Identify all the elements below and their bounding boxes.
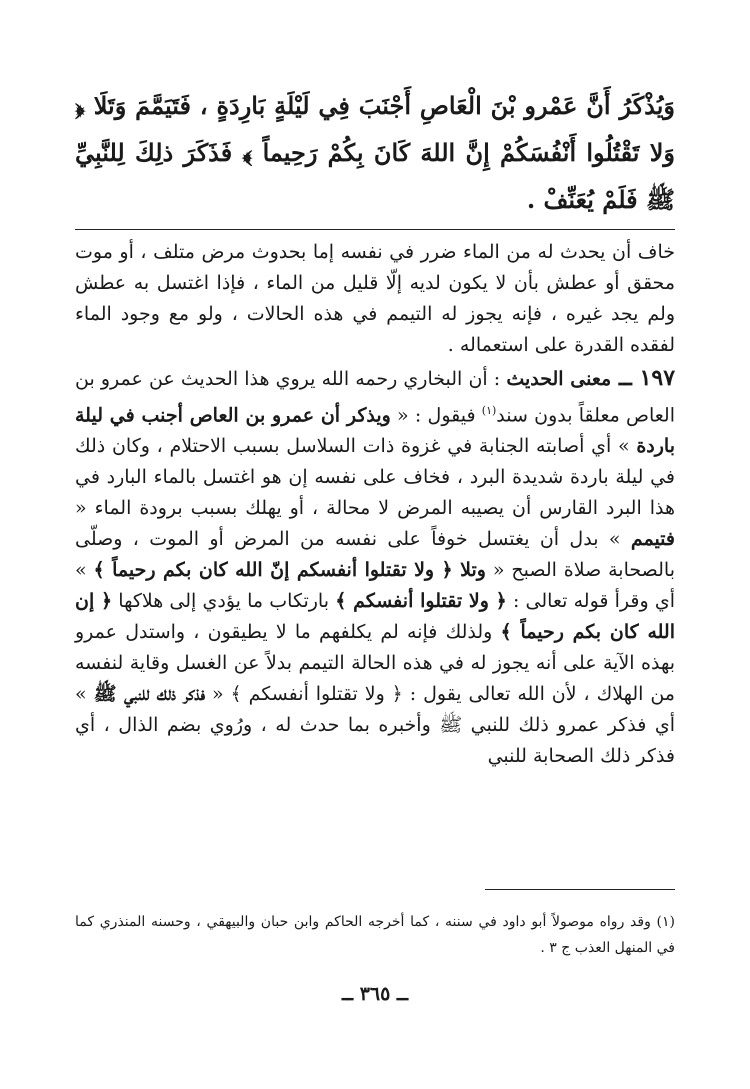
commentary-paragraph — [75, 363, 675, 772]
quote-1: ويذكر أن عمرو بن العاص أجنب في ليلة باردة — [75, 404, 675, 458]
commentary-text-3: » أي أصابته الجنابة في غزوة ذات السلاسل بسبب الاحتلام ، وكان ذلك في ليلة باردة شديدة البرد ، فخاف على نفسه إن هو اغتسل بالماء البارد في هذا البرد القارس أن يصيبه المرض لا محالة ، أو يهلك بسبب برودة الماء « — [75, 435, 675, 520]
page-number: ــ ٣٦٥ ــ — [341, 983, 409, 1005]
intro-paragraph: خاف أن يحدث له من الماء ضرر في نفسه إما بحدوث مرض متلف ، أو موت محقق أو عطش بأن لا يكون لديه إلّا قليل من الماء ، فإذا اغتسل به عطش ولم يجد غيره ، فإنه يجوز له التيمم في هذه الحالات ، ولو مع وجود الماء لفقده القدرة على استعماله . — [75, 241, 675, 356]
explanation-body — [75, 237, 675, 772]
commentary-text-4: » بدل أن يغتسل خوفاً على نفسه من المرض أو الموت ، وصلّى بالصحابة صلاة الصبح « — [75, 528, 675, 582]
number-dash: ــ — [611, 365, 640, 391]
quote-5: ﴿ إن الله كان بكم رحيماً ﴾ — [75, 590, 676, 644]
section-divider — [75, 229, 675, 230]
footnote-reference: (١) — [481, 404, 497, 417]
hadith-number: ١٩٧ — [639, 365, 676, 391]
hadith-text: وَيُذْكَرُ أَنَّ عَمْرو بْنَ الْعَاصِ أَجْنَبَ فِي لَيْلَةٍ بَارِدَةٍ ، فَتَيَمَّمَ وَتَلَا ﴿ وَلا تَقْتُلُوا أَنْفُسَكُمْ إِنَّ اللهَ كَانَ بِكُمْ رَحِيماً ﴾ فَذَكَرَ ذلِكَ لِلنَّبِيِّ ﷺ فَلَمْ يُعَنِّفْ . — [75, 91, 675, 214]
quote-3: وتلا ﴿ ولا تقتلوا أنفسكم إنّ الله كان بكم رحيماً ﴾ — [93, 559, 486, 582]
quote-6: فذكر ذلك للنبي ﷺ — [93, 683, 206, 706]
commentary-text-6: بارتكاب ما يؤدي إلى هلاكها — [112, 590, 336, 613]
commentary-text-5: » أي وقرأ قوله تعالى : — [75, 559, 676, 613]
commentary-text-7: ولذلك فإنه لم يكلفهم ما لا يطيقون ، واستدل عمرو بهذه الآية على أنه يجوز له في هذه الحالة التيمم بدلاً عن الغسل وقاية لنفسه من الهلاك ، لأن الله تعالى يقول : ﴿ ولا تقتلوا أنفسكم ﴾ « — [75, 621, 675, 706]
quote-4: ﴿ ولا تقتلوا أنفسكم ﴾ — [335, 590, 507, 613]
section-heading: معنى الحديث — [506, 368, 612, 390]
footnote: (١) وقد رواه موصولاً أبو داود في سننه ، كما أخرجه الحاكم وابن حبان والبيهقي ، وحسنه المنذري كما في المنهل العذب ج ٣ . — [75, 914, 675, 956]
footnote-divider — [485, 889, 675, 890]
quote-2: فتيمم — [630, 528, 675, 551]
commentary-text-2: فيقول : « — [390, 404, 482, 427]
commentary-text-8: » أي فذكر عمرو ذلك للنبي ﷺ وأخبره بما حدث له ، ورُوي بضم الذال ، أي فذكر ذلك الصحابة للنبي — [75, 683, 675, 768]
commentary-text-1: : أن البخاري رحمه الله يروي هذا الحديث عن عمرو بن العاص معلقاً بدون سند — [75, 368, 675, 427]
